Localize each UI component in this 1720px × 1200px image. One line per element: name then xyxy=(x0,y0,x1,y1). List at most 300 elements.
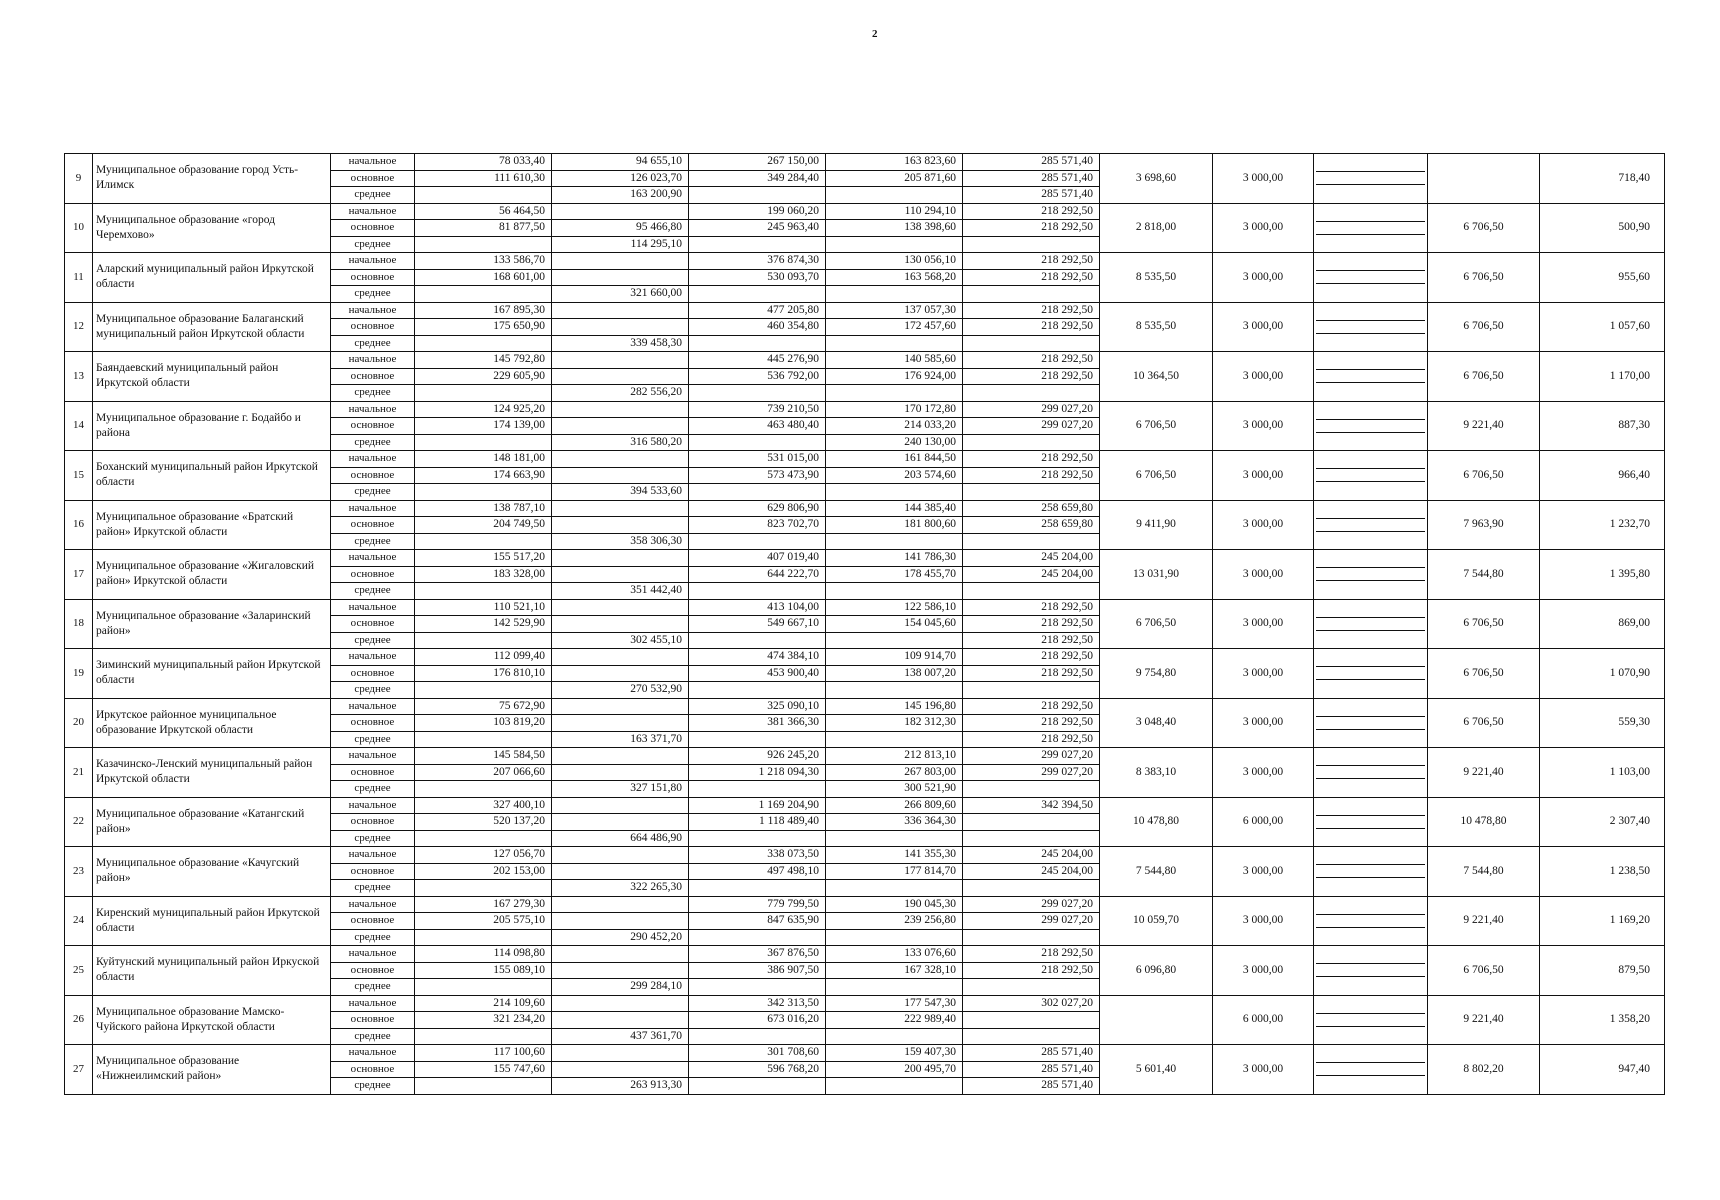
value-cell: 168 601,00 xyxy=(415,269,552,286)
table-row xyxy=(65,698,1665,715)
education-level: среднее xyxy=(331,781,415,798)
education-level: среднее xyxy=(331,682,415,699)
summary-cell: 1 057,60 xyxy=(1540,302,1665,352)
summary-cell: 2 818,00 xyxy=(1100,203,1213,253)
blank-cell xyxy=(1314,847,1428,897)
municipality-name: Муниципальное образование город Усть-Илимск xyxy=(93,154,331,204)
summary-cell: 3 000,00 xyxy=(1213,550,1314,600)
value-cell xyxy=(689,385,826,402)
value-cell: 218 292,50 xyxy=(963,599,1100,616)
value-cell: 163 371,70 xyxy=(552,731,689,748)
value-cell: 174 139,00 xyxy=(415,418,552,435)
value-cell xyxy=(552,467,689,484)
value-cell: 245 204,00 xyxy=(963,863,1100,880)
education-level: основное xyxy=(331,319,415,336)
value-cell: 78 033,40 xyxy=(415,154,552,171)
value-cell: 167 328,10 xyxy=(826,962,963,979)
education-level: начальное xyxy=(331,946,415,963)
value-cell: 175 650,90 xyxy=(415,319,552,336)
value-cell xyxy=(552,253,689,270)
value-cell xyxy=(963,286,1100,303)
summary-cell: 7 544,80 xyxy=(1428,847,1540,897)
summary-cell: 8 535,50 xyxy=(1100,253,1213,303)
value-cell: 174 663,90 xyxy=(415,467,552,484)
value-cell xyxy=(552,302,689,319)
value-cell xyxy=(963,583,1100,600)
value-cell: 285 571,40 xyxy=(963,1061,1100,1078)
value-cell: 299 284,10 xyxy=(552,979,689,996)
value-cell: 299 027,20 xyxy=(963,764,1100,781)
table-row xyxy=(65,896,1665,913)
value-cell: 285 571,40 xyxy=(963,154,1100,171)
summary-cell: 3 048,40 xyxy=(1100,698,1213,748)
double-line xyxy=(1316,419,1425,433)
value-cell: 218 292,50 xyxy=(963,451,1100,468)
summary-cell: 966,40 xyxy=(1540,451,1665,501)
summary-cell: 3 000,00 xyxy=(1213,649,1314,699)
value-cell xyxy=(552,550,689,567)
value-cell: 205 575,10 xyxy=(415,913,552,930)
value-cell: 316 580,20 xyxy=(552,434,689,451)
education-level: начальное xyxy=(331,599,415,616)
value-cell: 155 517,20 xyxy=(415,550,552,567)
summary-cell: 9 221,40 xyxy=(1428,995,1540,1045)
value-cell: 176 810,10 xyxy=(415,665,552,682)
summary-cell: 3 000,00 xyxy=(1213,203,1314,253)
value-cell: 245 204,00 xyxy=(963,847,1100,864)
summary-cell: 1 070,90 xyxy=(1540,649,1665,699)
value-cell xyxy=(963,929,1100,946)
double-line xyxy=(1316,1062,1425,1076)
value-cell: 351 442,40 xyxy=(552,583,689,600)
municipality-name: Муниципальное образование Балаганский муниципальный район Иркутской области xyxy=(93,302,331,352)
value-cell xyxy=(552,649,689,666)
value-cell xyxy=(826,335,963,352)
summary-cell: 3 000,00 xyxy=(1213,352,1314,402)
blank-cell xyxy=(1314,649,1428,699)
value-cell: 138 007,20 xyxy=(826,665,963,682)
table-row xyxy=(65,1045,1665,1062)
education-level: основное xyxy=(331,913,415,930)
value-cell xyxy=(963,484,1100,501)
value-cell: 386 907,50 xyxy=(689,962,826,979)
value-cell: 177 547,30 xyxy=(826,995,963,1012)
value-cell: 300 521,90 xyxy=(826,781,963,798)
summary-cell: 3 000,00 xyxy=(1213,253,1314,303)
education-level: основное xyxy=(331,220,415,237)
summary-cell: 6 096,80 xyxy=(1100,946,1213,996)
education-level: начальное xyxy=(331,1045,415,1062)
value-cell: 299 027,20 xyxy=(963,748,1100,765)
summary-cell: 3 000,00 xyxy=(1213,599,1314,649)
row-number: 24 xyxy=(65,896,93,946)
value-cell xyxy=(415,335,552,352)
summary-cell: 6 706,50 xyxy=(1428,946,1540,996)
value-cell: 321 234,20 xyxy=(415,1012,552,1029)
value-cell: 124 925,20 xyxy=(415,401,552,418)
value-cell: 453 900,40 xyxy=(689,665,826,682)
summary-cell: 947,40 xyxy=(1540,1045,1665,1095)
blank-cell xyxy=(1314,451,1428,501)
value-cell xyxy=(826,1028,963,1045)
table-row xyxy=(65,401,1665,418)
value-cell xyxy=(552,401,689,418)
value-cell: 739 210,50 xyxy=(689,401,826,418)
value-cell: 111 610,30 xyxy=(415,170,552,187)
value-cell: 177 814,70 xyxy=(826,863,963,880)
value-cell xyxy=(552,418,689,435)
value-cell: 207 066,60 xyxy=(415,764,552,781)
value-cell xyxy=(552,517,689,534)
value-cell xyxy=(552,665,689,682)
value-cell: 204 749,50 xyxy=(415,517,552,534)
value-cell: 81 877,50 xyxy=(415,220,552,237)
value-cell: 285 571,40 xyxy=(963,170,1100,187)
summary-cell: 7 544,80 xyxy=(1100,847,1213,897)
value-cell xyxy=(415,880,552,897)
education-level: начальное xyxy=(331,698,415,715)
education-level: среднее xyxy=(331,286,415,303)
value-cell xyxy=(963,814,1100,831)
summary-cell: 3 000,00 xyxy=(1213,154,1314,204)
summary-cell: 10 478,80 xyxy=(1100,797,1213,847)
value-cell: 218 292,50 xyxy=(963,632,1100,649)
value-cell: 445 276,90 xyxy=(689,352,826,369)
summary-cell: 1 395,80 xyxy=(1540,550,1665,600)
blank-cell xyxy=(1314,797,1428,847)
education-level: начальное xyxy=(331,748,415,765)
value-cell xyxy=(552,269,689,286)
subvention-table xyxy=(64,153,1665,1095)
municipality-name: Муниципальное образование «Катангский район» xyxy=(93,797,331,847)
education-level: основное xyxy=(331,962,415,979)
education-level: основное xyxy=(331,665,415,682)
municipality-name: Муниципальное образование «Заларинский район» xyxy=(93,599,331,649)
value-cell: 75 672,90 xyxy=(415,698,552,715)
value-cell: 301 708,60 xyxy=(689,1045,826,1062)
row-number: 15 xyxy=(65,451,93,501)
municipality-name: Аларский муниципальный район Иркутской области xyxy=(93,253,331,303)
municipality-name: Муниципальное образование «Качугский район» xyxy=(93,847,331,897)
education-level: основное xyxy=(331,715,415,732)
value-cell: 218 292,50 xyxy=(963,962,1100,979)
education-level: начальное xyxy=(331,302,415,319)
value-cell: 327 151,80 xyxy=(552,781,689,798)
municipality-name: Муниципальное образование «Жигаловский район» Иркутской области xyxy=(93,550,331,600)
value-cell: 145 792,80 xyxy=(415,352,552,369)
value-cell: 181 800,60 xyxy=(826,517,963,534)
value-cell: 110 294,10 xyxy=(826,203,963,220)
value-cell: 460 354,80 xyxy=(689,319,826,336)
value-cell xyxy=(689,484,826,501)
value-cell xyxy=(415,731,552,748)
value-cell xyxy=(963,533,1100,550)
summary-cell: 9 221,40 xyxy=(1428,401,1540,451)
double-line xyxy=(1316,666,1425,680)
education-level: основное xyxy=(331,814,415,831)
value-cell xyxy=(552,797,689,814)
value-cell xyxy=(963,979,1100,996)
row-number: 21 xyxy=(65,748,93,798)
value-cell: 263 913,30 xyxy=(552,1078,689,1095)
education-level: среднее xyxy=(331,236,415,253)
value-cell xyxy=(963,236,1100,253)
education-level: начальное xyxy=(331,352,415,369)
value-cell xyxy=(552,500,689,517)
value-cell xyxy=(689,187,826,204)
value-cell xyxy=(415,979,552,996)
double-line xyxy=(1316,617,1425,631)
summary-cell: 3 000,00 xyxy=(1213,401,1314,451)
value-cell: 218 292,50 xyxy=(963,203,1100,220)
double-line xyxy=(1316,815,1425,829)
value-cell: 218 292,50 xyxy=(963,649,1100,666)
row-number: 12 xyxy=(65,302,93,352)
value-cell: 103 819,20 xyxy=(415,715,552,732)
value-cell: 218 292,50 xyxy=(963,731,1100,748)
value-cell: 182 312,30 xyxy=(826,715,963,732)
value-cell: 199 060,20 xyxy=(689,203,826,220)
summary-cell: 6 706,50 xyxy=(1100,401,1213,451)
value-cell xyxy=(689,335,826,352)
row-number: 18 xyxy=(65,599,93,649)
value-cell: 122 586,10 xyxy=(826,599,963,616)
value-cell xyxy=(826,682,963,699)
summary-cell: 6 706,50 xyxy=(1100,451,1213,501)
value-cell: 56 464,50 xyxy=(415,203,552,220)
value-cell: 926 245,20 xyxy=(689,748,826,765)
table-body xyxy=(65,154,1665,1095)
value-cell: 229 605,90 xyxy=(415,368,552,385)
value-cell: 1 118 489,40 xyxy=(689,814,826,831)
value-cell: 267 803,00 xyxy=(826,764,963,781)
summary-cell: 9 754,80 xyxy=(1100,649,1213,699)
municipality-name: Муниципальное образование Мамско-Чуйского района Иркутской области xyxy=(93,995,331,1045)
table-row xyxy=(65,154,1665,171)
summary-cell: 887,30 xyxy=(1540,401,1665,451)
education-level: среднее xyxy=(331,335,415,352)
value-cell xyxy=(415,1078,552,1095)
summary-cell: 3 000,00 xyxy=(1213,896,1314,946)
value-cell: 779 799,50 xyxy=(689,896,826,913)
double-line xyxy=(1316,864,1425,878)
value-cell xyxy=(826,929,963,946)
municipality-name: Муниципальное образование «Нижнеилимский район» xyxy=(93,1045,331,1095)
education-level: основное xyxy=(331,566,415,583)
row-number: 9 xyxy=(65,154,93,204)
summary-cell: 8 383,10 xyxy=(1100,748,1213,798)
value-cell: 322 265,30 xyxy=(552,880,689,897)
page-number: 2 xyxy=(872,28,878,40)
value-cell xyxy=(689,731,826,748)
value-cell: 130 056,10 xyxy=(826,253,963,270)
education-level: начальное xyxy=(331,649,415,666)
value-cell xyxy=(826,979,963,996)
double-line xyxy=(1316,221,1425,235)
value-cell: 349 284,40 xyxy=(689,170,826,187)
education-level: основное xyxy=(331,269,415,286)
value-cell xyxy=(689,1078,826,1095)
value-cell: 629 806,90 xyxy=(689,500,826,517)
municipality-name: Казачинско-Ленский муниципальный район Иркутской области xyxy=(93,748,331,798)
education-level: начальное xyxy=(331,451,415,468)
blank-cell xyxy=(1314,352,1428,402)
value-cell: 407 019,40 xyxy=(689,550,826,567)
value-cell: 258 659,80 xyxy=(963,517,1100,534)
table-row xyxy=(65,649,1665,666)
value-cell: 823 702,70 xyxy=(689,517,826,534)
value-cell xyxy=(552,352,689,369)
value-cell: 358 306,30 xyxy=(552,533,689,550)
value-cell xyxy=(552,1012,689,1029)
value-cell xyxy=(552,203,689,220)
education-level: основное xyxy=(331,418,415,435)
value-cell xyxy=(963,335,1100,352)
value-cell: 218 292,50 xyxy=(963,715,1100,732)
summary-cell xyxy=(1428,154,1540,204)
double-line xyxy=(1316,468,1425,482)
value-cell xyxy=(415,830,552,847)
table-row xyxy=(65,550,1665,567)
value-cell xyxy=(689,236,826,253)
value-cell xyxy=(552,319,689,336)
value-cell xyxy=(415,1028,552,1045)
blank-cell xyxy=(1314,550,1428,600)
summary-cell: 559,30 xyxy=(1540,698,1665,748)
value-cell: 214 109,60 xyxy=(415,995,552,1012)
value-cell: 463 480,40 xyxy=(689,418,826,435)
summary-cell: 5 601,40 xyxy=(1100,1045,1213,1095)
value-cell: 497 498,10 xyxy=(689,863,826,880)
value-cell: 285 571,40 xyxy=(963,187,1100,204)
education-level: среднее xyxy=(331,979,415,996)
education-level: начальное xyxy=(331,847,415,864)
education-level: начальное xyxy=(331,401,415,418)
value-cell: 145 584,50 xyxy=(415,748,552,765)
value-cell: 299 027,20 xyxy=(963,418,1100,435)
summary-cell: 13 031,90 xyxy=(1100,550,1213,600)
summary-cell: 3 698,60 xyxy=(1100,154,1213,204)
education-level: начальное xyxy=(331,154,415,171)
value-cell: 202 153,00 xyxy=(415,863,552,880)
value-cell xyxy=(826,632,963,649)
value-cell xyxy=(552,863,689,880)
value-cell: 200 495,70 xyxy=(826,1061,963,1078)
value-cell: 218 292,50 xyxy=(963,269,1100,286)
education-level: основное xyxy=(331,517,415,534)
value-cell: 163 200,90 xyxy=(552,187,689,204)
row-number: 22 xyxy=(65,797,93,847)
value-cell xyxy=(826,484,963,501)
value-cell: 245 963,40 xyxy=(689,220,826,237)
summary-cell: 6 706,50 xyxy=(1428,352,1540,402)
value-cell xyxy=(826,830,963,847)
value-cell: 159 407,30 xyxy=(826,1045,963,1062)
value-cell: 531 015,00 xyxy=(689,451,826,468)
value-cell xyxy=(552,368,689,385)
value-cell xyxy=(415,286,552,303)
value-cell: 474 384,10 xyxy=(689,649,826,666)
value-cell xyxy=(689,286,826,303)
value-cell xyxy=(415,583,552,600)
education-level: основное xyxy=(331,170,415,187)
table-row xyxy=(65,748,1665,765)
value-cell: 477 205,80 xyxy=(689,302,826,319)
value-cell: 520 137,20 xyxy=(415,814,552,831)
value-cell: 218 292,50 xyxy=(963,467,1100,484)
summary-cell: 6 706,50 xyxy=(1428,599,1540,649)
value-cell: 112 099,40 xyxy=(415,649,552,666)
value-cell: 218 292,50 xyxy=(963,698,1100,715)
summary-cell: 10 364,50 xyxy=(1100,352,1213,402)
double-line xyxy=(1316,518,1425,532)
value-cell xyxy=(826,187,963,204)
value-cell: 258 659,80 xyxy=(963,500,1100,517)
value-cell: 142 529,90 xyxy=(415,616,552,633)
table-row xyxy=(65,253,1665,270)
value-cell xyxy=(552,1045,689,1062)
education-level: начальное xyxy=(331,550,415,567)
blank-cell xyxy=(1314,748,1428,798)
value-cell: 218 292,50 xyxy=(963,665,1100,682)
value-cell xyxy=(552,566,689,583)
value-cell xyxy=(689,880,826,897)
value-cell: 172 457,60 xyxy=(826,319,963,336)
blank-cell xyxy=(1314,302,1428,352)
summary-cell: 500,90 xyxy=(1540,203,1665,253)
municipality-name: Муниципальное образование «Братский район» Иркутской области xyxy=(93,500,331,550)
value-cell xyxy=(826,880,963,897)
table-row xyxy=(65,797,1665,814)
education-level: среднее xyxy=(331,1078,415,1095)
blank-cell xyxy=(1314,995,1428,1045)
education-level: среднее xyxy=(331,187,415,204)
double-line xyxy=(1316,171,1425,185)
value-cell xyxy=(689,781,826,798)
value-cell xyxy=(963,880,1100,897)
value-cell xyxy=(689,682,826,699)
row-number: 11 xyxy=(65,253,93,303)
row-number: 17 xyxy=(65,550,93,600)
summary-cell: 3 000,00 xyxy=(1213,698,1314,748)
summary-cell: 1 358,20 xyxy=(1540,995,1665,1045)
value-cell xyxy=(552,995,689,1012)
education-level: среднее xyxy=(331,830,415,847)
value-cell: 205 871,60 xyxy=(826,170,963,187)
value-cell: 302 027,20 xyxy=(963,995,1100,1012)
value-cell xyxy=(963,830,1100,847)
municipality-name: Баяндаевский муниципальный район Иркутской области xyxy=(93,352,331,402)
summary-cell xyxy=(1100,995,1213,1045)
row-number: 14 xyxy=(65,401,93,451)
value-cell: 596 768,20 xyxy=(689,1061,826,1078)
education-level: начальное xyxy=(331,896,415,913)
value-cell: 1 218 094,30 xyxy=(689,764,826,781)
value-cell xyxy=(689,830,826,847)
value-cell xyxy=(689,979,826,996)
municipality-name: Муниципальное образование «город Черемхово» xyxy=(93,203,331,253)
value-cell xyxy=(826,236,963,253)
value-cell: 127 056,70 xyxy=(415,847,552,864)
double-line xyxy=(1316,1013,1425,1027)
summary-cell: 718,40 xyxy=(1540,154,1665,204)
value-cell xyxy=(552,1061,689,1078)
value-cell: 148 181,00 xyxy=(415,451,552,468)
summary-cell: 1 238,50 xyxy=(1540,847,1665,897)
value-cell: 413 104,00 xyxy=(689,599,826,616)
education-level: начальное xyxy=(331,500,415,517)
value-cell: 126 023,70 xyxy=(552,170,689,187)
